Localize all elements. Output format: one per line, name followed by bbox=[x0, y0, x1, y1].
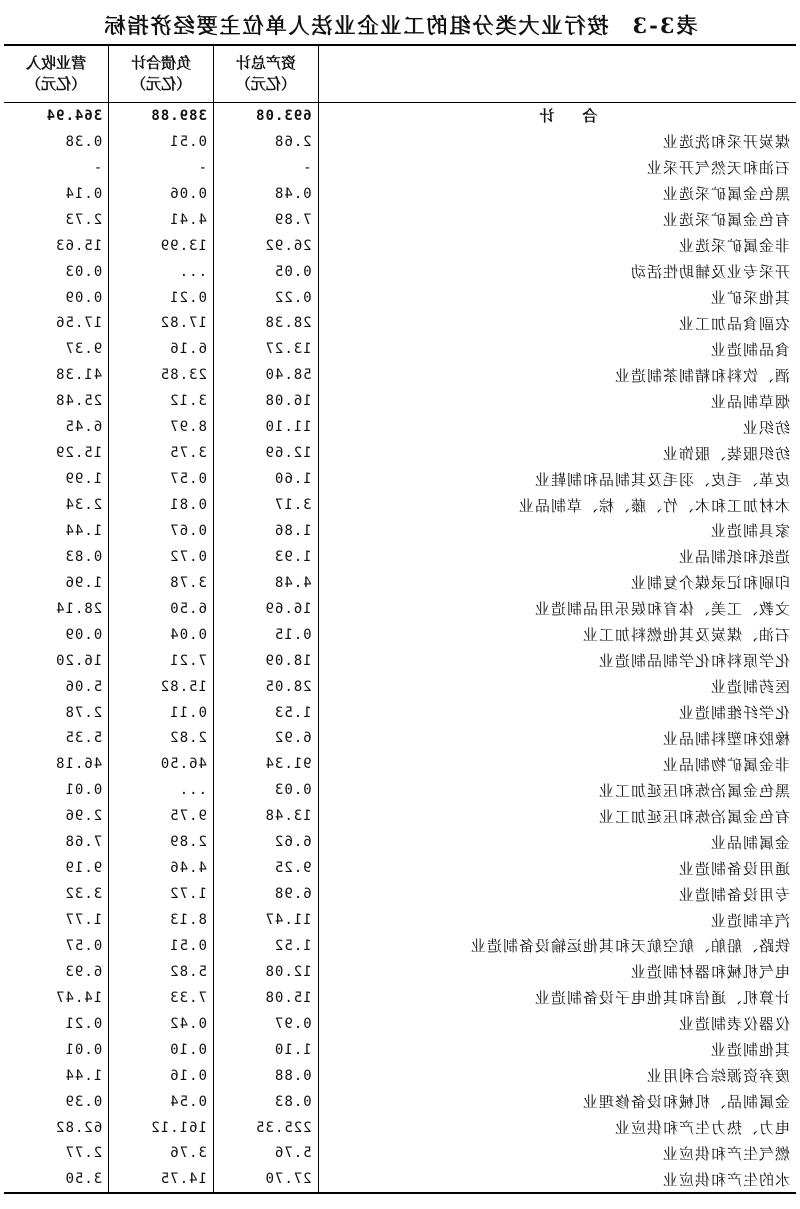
liabilities-value: 3.78 bbox=[109, 570, 214, 596]
assets-value: 5.76 bbox=[213, 1141, 318, 1167]
revenue-value: 2.34 bbox=[4, 492, 109, 518]
liabilities-value: 4.41 bbox=[109, 207, 214, 233]
liabilities-value: 0.72 bbox=[109, 544, 214, 570]
industry-name: 纺织业 bbox=[741, 418, 790, 437]
table-row bbox=[4, 596, 796, 622]
header-liabilities: 负债合计 （亿元） bbox=[109, 45, 214, 103]
assets-value: 2.68 bbox=[213, 129, 318, 155]
revenue-value: 2.77 bbox=[4, 1141, 109, 1167]
industry-name: 酒、饮料和精制茶制造业 bbox=[613, 366, 790, 385]
assets-value: 12.08 bbox=[213, 959, 318, 985]
industry-name: 烟草制品业 bbox=[709, 392, 790, 411]
revenue-value: 0.21 bbox=[4, 1011, 109, 1037]
revenue-value: 15.63 bbox=[4, 233, 109, 259]
total-liabilities: 389.88 bbox=[109, 103, 214, 129]
industry-name: 农副食品加工业 bbox=[677, 314, 790, 333]
liabilities-value: 9.75 bbox=[109, 803, 214, 829]
assets-value: 0.03 bbox=[213, 777, 318, 803]
industry-name: 废弃资源综合利用业 bbox=[645, 1067, 790, 1086]
header-row bbox=[4, 45, 796, 103]
assets-value: 0.48 bbox=[213, 181, 318, 207]
industry-name: 通用设备制造业 bbox=[677, 859, 790, 878]
liabilities-value: 46.50 bbox=[109, 751, 214, 777]
revenue-value: 16.20 bbox=[4, 648, 109, 674]
industry-name: 石油、煤炭及其他燃料加工业 bbox=[581, 626, 790, 645]
table-row bbox=[4, 336, 796, 362]
liabilities-value: 0.81 bbox=[109, 492, 214, 518]
revenue-value: 14.47 bbox=[4, 985, 109, 1011]
liabilities-value: 0.10 bbox=[109, 1037, 214, 1063]
assets-value: 225.35 bbox=[213, 1115, 318, 1141]
revenue-value: 41.38 bbox=[4, 362, 109, 388]
revenue-value: 17.56 bbox=[4, 311, 109, 337]
table-row bbox=[4, 622, 796, 648]
table-row bbox=[4, 985, 796, 1011]
table-row bbox=[4, 362, 796, 388]
revenue-value: 0.01 bbox=[4, 777, 109, 803]
liabilities-value: 14.75 bbox=[109, 1166, 214, 1193]
assets-value: 16.08 bbox=[213, 388, 318, 414]
assets-value: 3.17 bbox=[213, 492, 318, 518]
header-assets: 资产总计 （亿元） bbox=[213, 45, 318, 103]
liabilities-value: 13.99 bbox=[109, 233, 214, 259]
assets-value: 7.89 bbox=[213, 207, 318, 233]
revenue-value: 0.39 bbox=[4, 1089, 109, 1115]
table-number: 表3-3 bbox=[630, 13, 698, 38]
revenue-value: 6.93 bbox=[4, 959, 109, 985]
revenue-value: 28.14 bbox=[4, 596, 109, 622]
table-row bbox=[4, 674, 796, 700]
industry-name: 开采专业及辅助性活动 bbox=[629, 263, 790, 282]
table-row bbox=[4, 466, 796, 492]
assets-value: 11.47 bbox=[213, 907, 318, 933]
table-row bbox=[4, 207, 796, 233]
header-industry bbox=[318, 45, 796, 103]
liabilities-value: 0.57 bbox=[109, 466, 214, 492]
assets-value: 15.08 bbox=[213, 985, 318, 1011]
liabilities-value: 0.04 bbox=[109, 622, 214, 648]
liabilities-value: 8.97 bbox=[109, 414, 214, 440]
industry-name: 皮革、毛皮、羽毛及其制品和制鞋业 bbox=[533, 470, 790, 489]
assets-value: 1.60 bbox=[213, 466, 318, 492]
industry-name: 医药制造业 bbox=[709, 678, 790, 697]
revenue-value: 1.44 bbox=[4, 518, 109, 544]
liabilities-value: 0.42 bbox=[109, 1011, 214, 1037]
assets-value: 6.62 bbox=[213, 829, 318, 855]
table-row bbox=[4, 751, 796, 777]
revenue-value: 7.68 bbox=[4, 829, 109, 855]
liabilities-value: - bbox=[109, 155, 214, 181]
industry-name: 专用设备制造业 bbox=[677, 885, 790, 904]
revenue-value: 0.01 bbox=[4, 1037, 109, 1063]
revenue-value: 1.77 bbox=[4, 907, 109, 933]
liabilities-value: ... bbox=[109, 777, 214, 803]
liabilities-value: 1.72 bbox=[109, 881, 214, 907]
table-row bbox=[4, 259, 796, 285]
liabilities-value: 0.51 bbox=[109, 129, 214, 155]
table-row bbox=[4, 700, 796, 726]
revenue-value: 0.57 bbox=[4, 933, 109, 959]
industry-name: 汽车制造业 bbox=[709, 911, 790, 930]
liabilities-value: 0.21 bbox=[109, 285, 214, 311]
liabilities-value: 8.13 bbox=[109, 907, 214, 933]
table-row bbox=[4, 388, 796, 414]
liabilities-value: 3.76 bbox=[109, 1141, 214, 1167]
revenue-value: 0.09 bbox=[4, 285, 109, 311]
industry-name: 非金属矿物制品业 bbox=[661, 755, 790, 774]
table-title-text: 按行业大类分组的工业企业法人单位主要经济指标 bbox=[102, 13, 609, 38]
assets-value: 0.97 bbox=[213, 1011, 318, 1037]
liabilities-value: 23.85 bbox=[109, 362, 214, 388]
industry-name: 煤炭开采和洗选业 bbox=[661, 133, 790, 152]
liabilities-value: 6.50 bbox=[109, 596, 214, 622]
revenue-value: 5.35 bbox=[4, 726, 109, 752]
industry-name: 非金属矿采选业 bbox=[677, 237, 790, 256]
table-row bbox=[4, 1166, 796, 1193]
liabilities-value: 7.33 bbox=[109, 985, 214, 1011]
table-row bbox=[4, 1011, 796, 1037]
assets-value: 4.48 bbox=[213, 570, 318, 596]
revenue-value: 9.19 bbox=[4, 855, 109, 881]
assets-value: 6.92 bbox=[213, 726, 318, 752]
table-row bbox=[4, 1115, 796, 1141]
revenue-value: 2.73 bbox=[4, 207, 109, 233]
revenue-value: 3.32 bbox=[4, 881, 109, 907]
industry-name: 食品制造业 bbox=[709, 340, 790, 359]
industry-name: 造纸和纸制品业 bbox=[677, 548, 790, 567]
table-row bbox=[4, 440, 796, 466]
revenue-value: 1.96 bbox=[4, 570, 109, 596]
liabilities-value: 5.82 bbox=[109, 959, 214, 985]
industry-name: 水的生产和供应业 bbox=[318, 1166, 796, 1193]
table-row bbox=[4, 829, 796, 855]
table-row bbox=[4, 933, 796, 959]
liabilities-value: 6.16 bbox=[109, 336, 214, 362]
assets-value: 58.40 bbox=[213, 362, 318, 388]
industry-name: 黑色金属冶炼和压延加工业 bbox=[597, 781, 790, 800]
assets-value: 1.52 bbox=[213, 933, 318, 959]
assets-value: 0.83 bbox=[213, 1089, 318, 1115]
assets-value: 1.53 bbox=[213, 700, 318, 726]
industry-name: 有色金属矿采选业 bbox=[661, 211, 790, 230]
assets-value: 9.25 bbox=[213, 855, 318, 881]
assets-value: 13.27 bbox=[213, 336, 318, 362]
table-row bbox=[4, 1037, 796, 1063]
liabilities-value: 0.67 bbox=[109, 518, 214, 544]
revenue-value: 0.09 bbox=[4, 622, 109, 648]
industry-name: 其他制造业 bbox=[709, 1041, 790, 1060]
revenue-value: 0.14 bbox=[4, 181, 109, 207]
industry-name: 化学原料和化学制品制造业 bbox=[597, 652, 790, 671]
assets-value: 1.93 bbox=[213, 544, 318, 570]
liabilities-value: 7.21 bbox=[109, 648, 214, 674]
table-row bbox=[4, 233, 796, 259]
liabilities-value: 15.82 bbox=[109, 674, 214, 700]
revenue-value: 0.83 bbox=[4, 544, 109, 570]
industry-name: 家具制造业 bbox=[709, 522, 790, 541]
indicator-table bbox=[4, 44, 796, 1194]
table-row bbox=[4, 907, 796, 933]
assets-value: 16.69 bbox=[213, 596, 318, 622]
industry-name: 电气机械和器材制造业 bbox=[629, 963, 790, 982]
revenue-value: 9.37 bbox=[4, 336, 109, 362]
liabilities-value: 3.75 bbox=[109, 440, 214, 466]
assets-value: 0.88 bbox=[213, 1063, 318, 1089]
industry-name: 其他采矿业 bbox=[709, 289, 790, 308]
liabilities-value: ... bbox=[109, 259, 214, 285]
table-row bbox=[4, 1063, 796, 1089]
revenue-value: 3.50 bbox=[4, 1166, 109, 1193]
liabilities-value: 0.54 bbox=[109, 1089, 214, 1115]
industry-name: 纺织服装、服饰业 bbox=[661, 444, 790, 463]
revenue-value: 6.45 bbox=[4, 414, 109, 440]
liabilities-value: 2.89 bbox=[109, 829, 214, 855]
revenue-value: 2.96 bbox=[4, 803, 109, 829]
liabilities-value: 17.82 bbox=[109, 311, 214, 337]
industry-name: 电力、热力生产和供应业 bbox=[613, 1119, 790, 1138]
table-row bbox=[4, 285, 796, 311]
liabilities-value: 0.11 bbox=[109, 700, 214, 726]
industry-name: 仪器仪表制造业 bbox=[677, 1015, 790, 1034]
revenue-value: 2.78 bbox=[4, 700, 109, 726]
revenue-value: 5.06 bbox=[4, 674, 109, 700]
industry-name: 铁路、船舶、航空航天和其他运输设备制造业 bbox=[469, 937, 790, 956]
industry-name: 金属制品业 bbox=[709, 833, 790, 852]
revenue-value: 15.29 bbox=[4, 440, 109, 466]
assets-value: - bbox=[213, 155, 318, 181]
table-row bbox=[4, 570, 796, 596]
industry-name: 金属制品、机械和设备修理业 bbox=[581, 1093, 790, 1112]
revenue-value: 1.99 bbox=[4, 466, 109, 492]
assets-value: 0.05 bbox=[213, 259, 318, 285]
table-row bbox=[4, 155, 796, 181]
total-row bbox=[4, 103, 796, 129]
table-row bbox=[4, 855, 796, 881]
assets-value: 91.34 bbox=[213, 751, 318, 777]
table-row bbox=[4, 129, 796, 155]
table-row bbox=[4, 1089, 796, 1115]
liabilities-value: 2.82 bbox=[109, 726, 214, 752]
liabilities-value: 0.06 bbox=[109, 181, 214, 207]
assets-value: 28.05 bbox=[213, 674, 318, 700]
liabilities-value: 4.46 bbox=[109, 855, 214, 881]
total-assets: 693.08 bbox=[213, 103, 318, 129]
liabilities-value: 3.12 bbox=[109, 388, 214, 414]
revenue-value: 0.03 bbox=[4, 259, 109, 285]
industry-name: 有色金属冶炼和压延加工业 bbox=[597, 807, 790, 826]
table-row bbox=[4, 726, 796, 752]
table-row bbox=[4, 881, 796, 907]
assets-value: 13.48 bbox=[213, 803, 318, 829]
liabilities-value: 161.12 bbox=[109, 1115, 214, 1141]
table-row bbox=[4, 1141, 796, 1167]
assets-value: 28.38 bbox=[213, 311, 318, 337]
table-row bbox=[4, 959, 796, 985]
assets-value: 1.86 bbox=[213, 518, 318, 544]
assets-value: 11.10 bbox=[213, 414, 318, 440]
total-revenue: 364.94 bbox=[4, 103, 109, 129]
table-row bbox=[4, 648, 796, 674]
assets-value: 6.98 bbox=[213, 881, 318, 907]
assets-value: 0.15 bbox=[213, 622, 318, 648]
revenue-value: 25.48 bbox=[4, 388, 109, 414]
assets-value: 18.09 bbox=[213, 648, 318, 674]
table-row bbox=[4, 777, 796, 803]
industry-name: 橡胶和塑料制品业 bbox=[661, 729, 790, 748]
industry-name: 化学纤维制造业 bbox=[677, 704, 790, 723]
industry-name: 印刷和记录媒介复制业 bbox=[629, 574, 790, 593]
revenue-value: 46.18 bbox=[4, 751, 109, 777]
revenue-value: 62.82 bbox=[4, 1115, 109, 1141]
revenue-value: - bbox=[4, 155, 109, 181]
table-row bbox=[4, 414, 796, 440]
table-row bbox=[4, 544, 796, 570]
liabilities-value: 0.16 bbox=[109, 1063, 214, 1089]
revenue-value: 0.38 bbox=[4, 129, 109, 155]
industry-name: 文教、工美、体育和娱乐用品制造业 bbox=[533, 600, 790, 619]
table-title bbox=[0, 10, 800, 40]
header-revenue: 营业收入 （亿元） bbox=[4, 45, 109, 103]
assets-value: 12.69 bbox=[213, 440, 318, 466]
industry-name: 计算机、通信和其他电子设备制造业 bbox=[533, 989, 790, 1008]
assets-value: 0.22 bbox=[213, 285, 318, 311]
total-label: 合计 bbox=[511, 107, 598, 126]
assets-value: 26.92 bbox=[213, 233, 318, 259]
table-row bbox=[4, 492, 796, 518]
industry-name: 燃气生产和供应业 bbox=[661, 1144, 790, 1163]
industry-name: 黑色金属矿采选业 bbox=[661, 185, 790, 204]
table-row bbox=[4, 181, 796, 207]
liabilities-value: 0.51 bbox=[109, 933, 214, 959]
industry-name: 石油和天然气开采业 bbox=[645, 159, 790, 178]
assets-value: 27.70 bbox=[213, 1166, 318, 1193]
table-row bbox=[4, 311, 796, 337]
industry-name: 木材加工和木、竹、藤、棕、草制品业 bbox=[517, 496, 790, 515]
table-row bbox=[4, 803, 796, 829]
table-row bbox=[4, 518, 796, 544]
revenue-value: 1.44 bbox=[4, 1063, 109, 1089]
assets-value: 1.10 bbox=[213, 1037, 318, 1063]
